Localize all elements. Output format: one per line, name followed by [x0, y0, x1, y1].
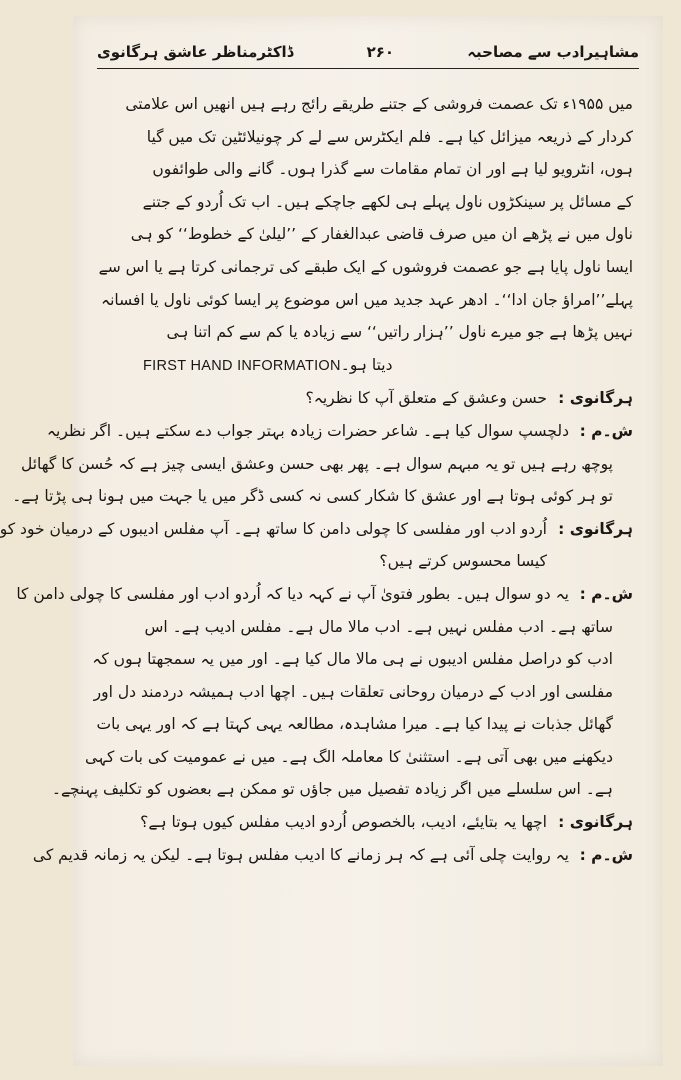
running-head-book-title: مشاہیرادب سے مصاحبہ: [467, 43, 639, 61]
text-line: ہوں، انٹرویو لیا ہے اور ان تمام مقامات سے گذرا ہوں۔ گانے والی طوائفوں: [152, 160, 633, 179]
dialogue-line: یہ روایت چلی آئی ہے کہ ہر زمانے کا ادیب مفلس ہوتا ہے۔ لیکن یہ زمانہ قدیم کی: [32, 845, 569, 864]
dialogue-line: تو ہر کوئی ہوتا ہے اور عشق کا شکار کسی نہ کسی ڈگر میں یا جہت میں ہونا ہی پڑتا ہے۔: [12, 487, 613, 506]
page-body: [0, 88, 633, 871]
text-line: میں ۱۹۵۵ء تک عصمت فروشی کے جتنے طریقے رائج رہے ہیں انھیں اس علامتی: [125, 95, 633, 113]
dialogue-line: ہے۔ اس سلسلے میں اگر زیادہ تفصیل میں جاؤں تو ممکن ہے بعضوں کو تکلیف پہنچے۔: [51, 780, 613, 799]
dialogue-turn-question: [103, 382, 633, 415]
text-tail: دیتا ہو۔: [340, 355, 393, 374]
dialogue-line: اچھا یہ بتایئے، ادیب، بالخصوص اُردو ادیب مفلس کیوں ہوتا ہے؟: [140, 813, 547, 832]
page-number: ۲۶۰: [366, 43, 395, 61]
dialogue-turn-question: [103, 806, 633, 839]
speaker-label: ش۔م :: [579, 845, 633, 864]
dialogue-line: ادب کو دراصل مفلس ادیبوں نے ہی مالا مال کیا ہے۔ اور میں یہ سمجھتا ہوں کہ: [92, 650, 613, 669]
speaker-label: ش۔م :: [579, 421, 633, 440]
text-line: ناول میں نے پڑھے ان میں صرف قاضی عبدالغفار کے ’’لیلیٰ کے خطوط‘‘ کو ہی: [130, 225, 633, 244]
dialogue-line: گھائل جذبات نے پیدا کیا ہے۔ میرا مشاہدہ، مطالعہ یہی کہتا ہے کہ اور یہی بات: [96, 715, 613, 734]
dialogue-turn-question: [0, 513, 633, 546]
dialogue-line: دیکھنے میں بھی آتی ہے۔ استثنیٰ کا معاملہ الگ ہے۔ میں نے عمومیت کی بات کہی: [85, 747, 613, 766]
english-phrase: FIRST HAND INFORMATION: [143, 357, 341, 374]
dialogue-line: مفلسی اور ادب کے درمیان روحانی تعلقات ہیں۔ اچھا ادب ہمیشہ دردمند دل اور: [93, 682, 613, 701]
speaker-label: ہرگانوی :: [558, 389, 633, 408]
book-page: [0, 16, 663, 1066]
dialogue-line: اُردو ادب اور مفلسی کا چولی دامن کا ساتھ ہے۔ آپ مفلس ادیبوں کے درمیان خود کو: [0, 519, 547, 538]
dialogue-line: ساتھ ہے۔ ادب مفلس نہیں ہے۔ ادب مالا مال ہے۔ مفلس ادیب ہے۔ اس: [144, 617, 613, 636]
text-line: پہلے’’امراؤ جان ادا‘‘۔ ادھر عہد جدید میں اس موضوع پر ایسا کوئی ناول یا افسانہ: [101, 290, 633, 309]
text-line: ایسا ناول پایا ہے جو عصمت فروشوں کے ایک طبقے کی ترجمانی کرتا ہے یا اس سے: [98, 257, 633, 276]
running-header: [97, 36, 639, 69]
paragraph-answer-continued: [98, 88, 633, 382]
speaker-label: ہرگانوی :: [558, 519, 633, 538]
text-line-last: [103, 349, 633, 383]
dialogue-line: یہ دو سوال ہیں۔ بطور فتویٰ آپ نے کہہ دیا کہ اُردو ادب اور مفلسی کا چولی دامن کا: [16, 584, 569, 603]
text-line: کے مسائل پر سینکڑوں ناول پہلے ہی لکھے جاچکے ہیں۔ اب تک اُردو کے جتنے: [142, 192, 633, 211]
dialogue-line: حسن وعشق کے متعلق آپ کا نظریہ؟: [305, 389, 547, 408]
speaker-label: ہرگانوی :: [558, 813, 633, 832]
dialogue-turn-answer: [32, 839, 633, 872]
speaker-label: ش۔م :: [579, 584, 633, 603]
dialogue-turn-answer: [16, 578, 633, 611]
dialogue-line: دلچسپ سوال کیا ہے۔ شاعر حضرات زیادہ بہتر جواب دے سکتے ہیں۔ اگر نظریہ: [46, 421, 569, 440]
dialogue-line: کیسا محسوس کرتے ہیں؟: [379, 552, 547, 571]
running-head-author: ڈاکٹرمناظر عاشق ہرگانوی: [97, 43, 294, 61]
dialogue-turn-answer: [46, 415, 633, 448]
dialogue-line: پوچھ رہے ہیں تو یہ مبہم سوال ہے۔ پھر بھی حسن وعشق ایسی چیز ہے کہ حُسن کا گھائل: [21, 454, 613, 473]
text-line: نہیں پڑھا ہے جو میرے ناول ’’ہزار راتیں‘‘ سے زیادہ یا کم سے کم اتنا ہی: [166, 323, 633, 342]
text-line: کردار کے ذریعہ میزائل کیا ہے۔ فلم ایکٹرس سے لے کر چونیلائٹین تک میں گیا: [146, 127, 633, 146]
